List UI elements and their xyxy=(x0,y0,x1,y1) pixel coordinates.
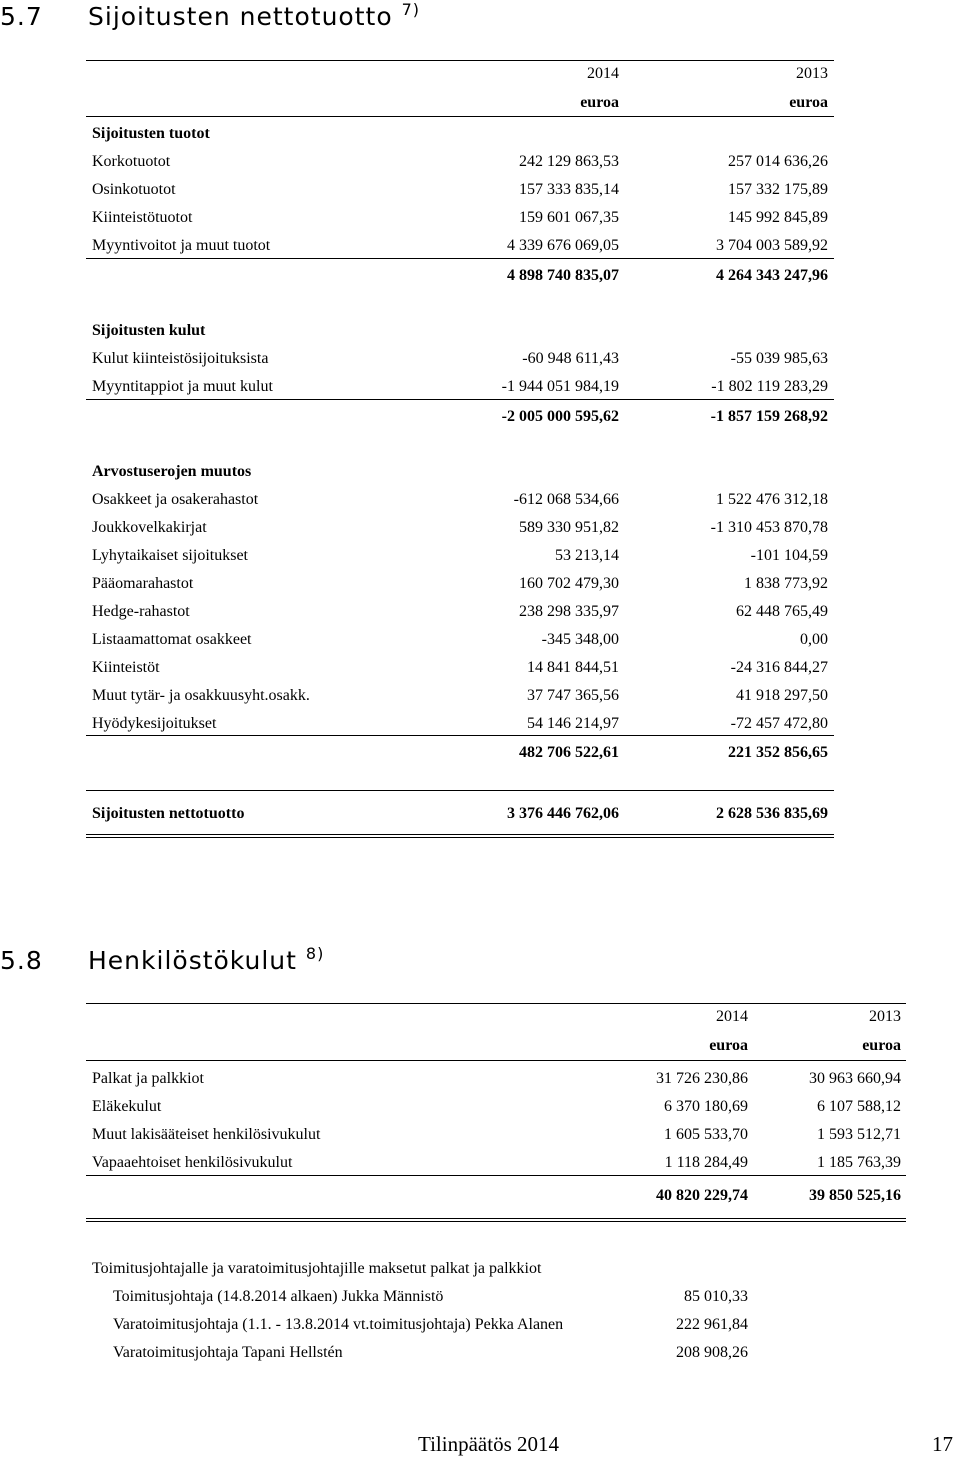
table-header-years xyxy=(92,63,828,85)
row-value-2014: 157 333 835,14 xyxy=(519,181,619,198)
row-label: Pääomarahastot xyxy=(92,575,194,592)
table-row xyxy=(92,545,828,567)
row-value-2013: -101 104,59 xyxy=(750,547,828,564)
subtotal-2014: -2 005 000 595,62 xyxy=(501,408,619,425)
row-label: Myyntitappiot ja muut kulut xyxy=(92,378,273,395)
row-value-2014: 53 213,14 xyxy=(555,547,619,564)
table-top-rule xyxy=(86,1003,906,1004)
section-57-heading xyxy=(0,2,420,31)
row-label: Listaamattomat osakkeet xyxy=(92,631,252,648)
row-label: Hyödykesijoitukset xyxy=(92,715,217,732)
header-rule xyxy=(86,116,834,117)
row-value-2014: 159 601 067,35 xyxy=(519,209,619,226)
net-total-double-rule xyxy=(86,834,834,838)
row-value-2013: 62 448 765,49 xyxy=(736,603,828,620)
section-58-number: 5.8 xyxy=(0,946,43,975)
table-row xyxy=(92,685,828,707)
table-row xyxy=(92,1152,901,1174)
table-row xyxy=(92,207,828,229)
subtotal-2013: -1 857 159 268,92 xyxy=(710,408,828,425)
section-57-footnote: 7) xyxy=(401,0,420,19)
row-value-2013: 3 704 003 589,92 xyxy=(716,237,828,254)
row-value-2014: 160 702 479,30 xyxy=(519,575,619,592)
row-value-2013: 157 332 175,89 xyxy=(728,181,828,198)
group-title: Sijoitusten kulut xyxy=(92,322,206,339)
subtotal-2014: 4 898 740 835,07 xyxy=(507,267,619,284)
table-row xyxy=(92,629,828,651)
subtotal-row xyxy=(92,742,828,764)
section-58-footnote: 8) xyxy=(305,944,325,963)
table-row xyxy=(92,235,828,257)
table-top-rule xyxy=(86,60,834,61)
header-year-2014: 2014 xyxy=(716,1008,748,1025)
header-year-2014: 2014 xyxy=(587,65,619,82)
subtotal-rule xyxy=(86,399,834,400)
subtotal-2014: 40 820 229,74 xyxy=(656,1187,748,1204)
net-total-top-rule xyxy=(86,790,834,791)
table-header-units xyxy=(92,1035,901,1057)
subtotal-rule xyxy=(86,1175,906,1176)
row-value-2013: 0,00 xyxy=(800,631,828,648)
row-value-2013: -72 457 472,80 xyxy=(730,715,828,732)
row-label: Joukkovelkakirjat xyxy=(92,519,207,536)
executive-label: Varatoimitusjohtaja Tapani Hellstén xyxy=(113,1344,343,1361)
row-value-2013: 1 522 476 312,18 xyxy=(716,491,828,508)
row-label: Palkat ja palkkiot xyxy=(92,1070,204,1087)
row-label: Kiinteistöt xyxy=(92,659,160,676)
subtotal-2014: 482 706 522,61 xyxy=(519,744,619,761)
executive-row xyxy=(113,1286,748,1308)
row-value-2014: 1 605 533,70 xyxy=(664,1126,748,1143)
row-value-2013: 1 838 773,92 xyxy=(744,575,828,592)
row-label: Eläkekulut xyxy=(92,1098,162,1115)
executive-label: Varatoimitusjohtaja (1.1. - 13.8.2014 vt.toimitusjohtaja) Pekka Alanen xyxy=(113,1316,564,1333)
subtotal-rule xyxy=(86,258,834,259)
row-value-2014: -60 948 611,43 xyxy=(522,350,619,367)
table-row xyxy=(92,489,828,511)
executive-row xyxy=(113,1314,748,1336)
subtotal-rule xyxy=(86,735,834,736)
header-unit-2013: euroa xyxy=(862,1037,901,1054)
row-value-2014: -345 348,00 xyxy=(541,631,619,648)
net-total-2013: 2 628 536 835,69 xyxy=(716,805,828,822)
row-value-2014: 589 330 951,82 xyxy=(519,519,619,536)
row-value-2014: -1 944 051 984,19 xyxy=(501,378,619,395)
row-label: Kulut kiinteistösijoituksista xyxy=(92,350,269,367)
row-value-2014: 37 747 365,56 xyxy=(527,687,619,704)
row-label: Muut tytär- ja osakkuusyht.osakk. xyxy=(92,687,310,704)
row-value-2013: -55 039 985,63 xyxy=(730,350,828,367)
net-total-row xyxy=(92,803,828,825)
table-row xyxy=(92,348,828,370)
row-label: Lyhytaikaiset sijoitukset xyxy=(92,547,248,564)
table-row xyxy=(92,1124,901,1146)
row-value-2014: 1 118 284,49 xyxy=(664,1154,748,1171)
table-row xyxy=(92,1096,901,1118)
group-title: Arvostuserojen muutos xyxy=(92,463,252,480)
table-row xyxy=(92,573,828,595)
group-title: Sijoitusten tuotot xyxy=(92,125,210,142)
net-total-label: Sijoitusten nettotuotto xyxy=(92,805,245,822)
subtotal-2013: 4 264 343 247,96 xyxy=(716,267,828,284)
row-value-2013: 1 185 763,39 xyxy=(817,1154,901,1171)
footer-title: Tilinpäätös 2014 xyxy=(418,1432,559,1456)
net-total-2014: 3 376 446 762,06 xyxy=(507,805,619,822)
header-unit-2013: euroa xyxy=(789,94,828,111)
page-number: 17 xyxy=(932,1432,953,1456)
table-row xyxy=(92,376,828,398)
header-unit-2014: euroa xyxy=(580,94,619,111)
table-row xyxy=(92,151,828,173)
row-value-2013: -1 802 119 283,29 xyxy=(711,378,828,395)
row-label: Korkotuotot xyxy=(92,153,171,170)
header-year-2013: 2013 xyxy=(796,65,828,82)
row-value-2013: -1 310 453 870,78 xyxy=(710,519,828,536)
row-value-2013: 145 992 845,89 xyxy=(728,209,828,226)
table-row xyxy=(92,657,828,679)
row-label: Kiinteistötuotot xyxy=(92,209,193,226)
header-year-2013: 2013 xyxy=(869,1008,901,1025)
row-value-2014: 4 339 676 069,05 xyxy=(507,237,619,254)
table-row xyxy=(92,1068,901,1090)
executive-label: Toimitusjohtaja (14.8.2014 alkaen) Jukka Männistö xyxy=(113,1288,444,1305)
row-value-2014: 31 726 230,86 xyxy=(656,1070,748,1087)
header-rule xyxy=(86,1060,906,1061)
total-double-rule xyxy=(86,1218,906,1222)
section-58-title: Henkilöstökulut xyxy=(88,946,297,975)
executive-value: 208 908,26 xyxy=(676,1344,748,1361)
row-value-2013: 30 963 660,94 xyxy=(809,1070,901,1087)
row-value-2013: 6 107 588,12 xyxy=(817,1098,901,1115)
row-label: Vapaaehtoiset henkilösivukulut xyxy=(92,1154,293,1171)
section-57-title: Sijoitusten nettotuotto xyxy=(88,2,393,31)
table-header-years xyxy=(92,1006,901,1028)
row-value-2013: 1 593 512,71 xyxy=(817,1126,901,1143)
executive-value: 222 961,84 xyxy=(676,1316,748,1333)
row-value-2014: 54 146 214,97 xyxy=(527,715,619,732)
row-label: Myyntivoitot ja muut tuotot xyxy=(92,237,271,254)
subtotal-row xyxy=(92,406,828,428)
section-58-heading xyxy=(0,946,324,975)
row-value-2013: 41 918 297,50 xyxy=(736,687,828,704)
row-value-2013: 257 014 636,26 xyxy=(728,153,828,170)
table-row xyxy=(92,601,828,623)
subtotal-2013: 39 850 525,16 xyxy=(809,1187,901,1204)
row-label: Hedge-rahastot xyxy=(92,603,190,620)
subtotal-2013: 221 352 856,65 xyxy=(728,744,828,761)
subtotal-row xyxy=(92,1185,901,1207)
table-row xyxy=(92,713,828,735)
subtotal-row xyxy=(92,265,828,287)
section-57-number: 5.7 xyxy=(0,2,43,31)
table-header-units xyxy=(92,92,828,114)
row-value-2013: -24 316 844,27 xyxy=(730,659,828,676)
row-label: Muut lakisääteiset henkilösivukulut xyxy=(92,1126,321,1143)
row-value-2014: 6 370 180,69 xyxy=(664,1098,748,1115)
row-label: Osakkeet ja osakerahastot xyxy=(92,491,259,508)
row-value-2014: 242 129 863,53 xyxy=(519,153,619,170)
row-label: Osinkotuotot xyxy=(92,181,176,198)
header-unit-2014: euroa xyxy=(709,1037,748,1054)
row-value-2014: 14 841 844,51 xyxy=(527,659,619,676)
row-value-2014: -612 068 534,66 xyxy=(513,491,619,508)
executive-row xyxy=(113,1342,748,1364)
executive-value: 85 010,33 xyxy=(684,1288,748,1305)
table-row xyxy=(92,179,828,201)
executive-salaries-title: Toimitusjohtajalle ja varatoimitusjohtajille maksetut palkat ja palkkiot xyxy=(92,1260,542,1277)
table-row xyxy=(92,517,828,539)
row-value-2014: 238 298 335,97 xyxy=(519,603,619,620)
